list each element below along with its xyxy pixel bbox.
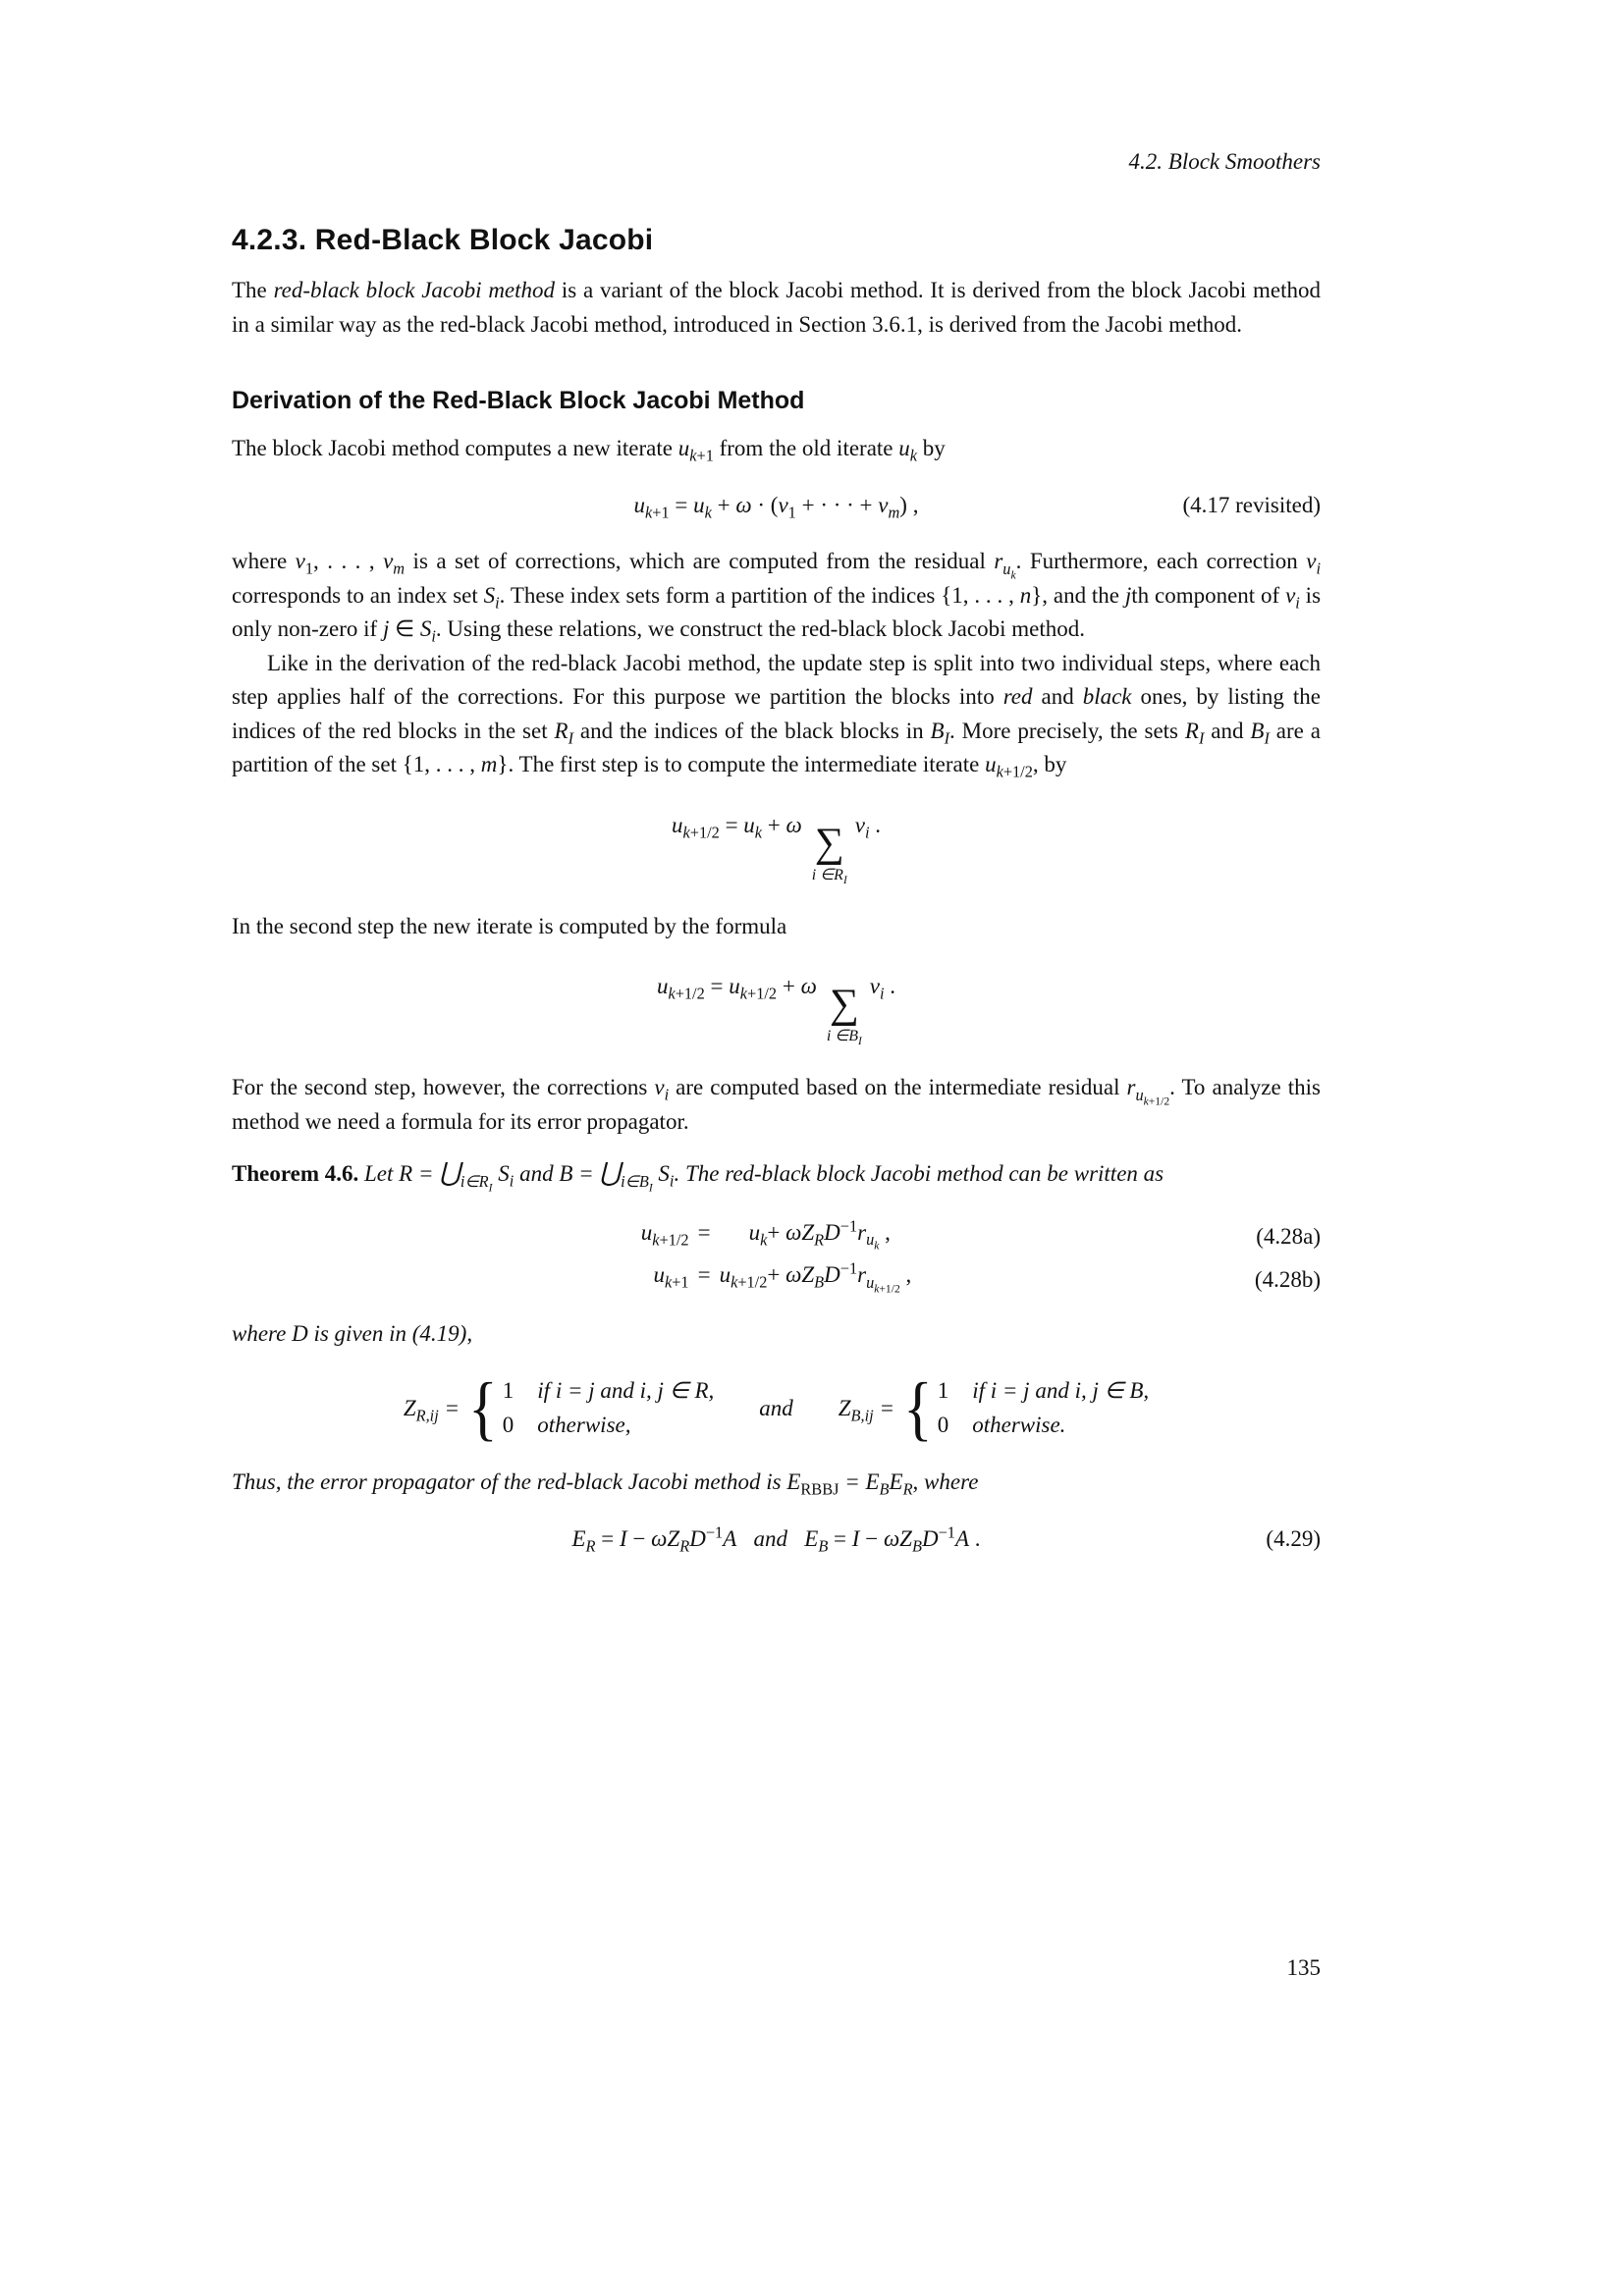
equation-4-28-grid xyxy=(641,1216,911,1293)
theorem-statement: Let $R = ⋃_{i\in R_I}$ $S_i$ and $B = ⋃_{i\in B_I}$ $S_i$. The red-black block Jacobi method can be written as xyxy=(364,1157,1164,1194)
paragraph-like-derivation: Like in the derivation of the red-black Jacobi method, the update step is split into two individual steps, where each step applies half of the corrections. For this purpose we partition the blocks into red and black ones, by listing the indices of the red blocks in the set $R_I$ and the indices of the black blocks in $B_I$. More precisely, the sets $R_I$ and $B_I$ are a partition of the set {1, . . . , m}. The first step is to compute the intermediate iterate $u_{k+1/2}$, by xyxy=(232,650,1321,781)
cases-connector: and xyxy=(759,1395,793,1420)
eq-428b-lhs: $u_{k+1}$ xyxy=(653,1262,689,1292)
theorem-label: Theorem 4.6. xyxy=(232,1161,359,1186)
case-condition: if i = j and i, j ∈ B, xyxy=(972,1378,1150,1403)
equation-4-17-body: $u_{k+1} = u_k + \omega \cdot (v_1$ + · · · + $v_m$) , xyxy=(633,492,919,522)
sigma-symbol: ∑ xyxy=(814,820,844,866)
eq-428a-lhs: $u_{k+1/2}$ xyxy=(640,1219,689,1250)
summation-subscript: i $\in R_I$ xyxy=(811,866,847,886)
paragraph-for-second-step: For the second step, however, the corrections $v_i$ are computed based on the intermediate residual $r_{u_{k+1/2}}$. To analyze this method we need a formula for its error propagator. xyxy=(232,1075,1321,1134)
summation-black xyxy=(826,982,862,1048)
case-condition: otherwise. xyxy=(972,1413,1066,1437)
sigma-symbol: ∑ xyxy=(829,982,859,1027)
cases-z-red xyxy=(403,1368,715,1448)
cases-z-red-grid xyxy=(503,1376,714,1440)
paragraph-second-step: In the second step the new iterate is computed by the formula xyxy=(232,913,787,938)
paragraph-intro: The red-black block Jacobi method is a variant of the block Jacobi method. It is derived from the block Jacobi method in a similar way as the red-black Jacobi method, introduced in Section 3.6.1, is derived from the Jacobi method. xyxy=(232,278,1321,337)
summation-subscript: i $\in B_I$ xyxy=(826,1028,862,1048)
page-number: 135 xyxy=(1286,1955,1321,1980)
equation-4-17 xyxy=(232,489,1321,523)
equation-first-step-lhs: $u_{k+1/2} = u_k + \omega$ xyxy=(671,812,802,842)
cases-z-black-lhs: $Z_{B,ij}$ = xyxy=(838,1395,894,1425)
eq-428a-equals: = xyxy=(697,1219,711,1245)
case-condition: otherwise, xyxy=(537,1413,631,1437)
equation-4-28b-tag: (4.28b) xyxy=(1254,1266,1321,1292)
running-header: 4.2. Block Smoothers xyxy=(1128,149,1321,174)
equation-first-step-term: $v_i$ . xyxy=(854,812,882,842)
eq-428b-rest: + $\omega Z_BD^{-1}r_{u_{k+1/2}}$ , xyxy=(767,1258,912,1295)
eq-428a-first: $u_k$ xyxy=(748,1219,768,1250)
paragraph-where-d: where D is given in (4.19), xyxy=(232,1320,473,1346)
subsection-heading: Derivation of the Red-Black Block Jacobi Method xyxy=(232,387,805,414)
left-brace: { xyxy=(468,1368,498,1448)
cases-z-black xyxy=(838,1368,1150,1448)
equation-second-step xyxy=(232,970,1321,1048)
case-condition: if i = j and i, j ∈ R, xyxy=(537,1378,715,1403)
summation-red xyxy=(811,820,847,886)
cases-z-black-grid xyxy=(938,1376,1149,1440)
case-value: 0 xyxy=(937,1413,949,1437)
equation-first-step-body xyxy=(671,812,882,886)
eq-428b-equals: = xyxy=(697,1262,711,1287)
eq-428a-rest: + $\omega Z_RD^{-1}r_{u_k}$ , xyxy=(767,1215,891,1253)
case-value: 1 xyxy=(502,1378,514,1403)
theorem-4-6 xyxy=(232,1155,1321,1192)
equation-4-17-tag: (4.17 revisited) xyxy=(1182,492,1321,517)
paragraph-thus-propagator: Thus, the error propagator of the red-black Jacobi method is $E_{RBBJ} = E_BE_R$, where xyxy=(232,1469,979,1499)
eq-428b-first: $u_{k+1/2}$ xyxy=(719,1262,768,1292)
section-heading: 4.2.3. Red-Black Block Jacobi xyxy=(232,224,654,256)
paragraph-iterate: The block Jacobi method computes a new iterate $u_{k+1}$ from the old iterate $u_k$ by xyxy=(232,436,946,465)
equation-second-step-body xyxy=(656,974,896,1048)
equation-second-step-lhs: $u_{k+1/2} = u_{k+1/2} + \omega$ xyxy=(656,974,817,1003)
cases-z-red-lhs: $Z_{R,ij}$ = xyxy=(403,1395,460,1425)
case-value: 0 xyxy=(502,1413,514,1437)
equation-4-29-body: $E_R = I - \omega Z_RD^{-1}A$ and $E_B = I - \omega Z_BD^{-1}A$ . xyxy=(571,1522,981,1556)
equation-cases xyxy=(232,1368,1321,1448)
equation-first-step xyxy=(232,809,1321,886)
equation-4-29-tag: (4.29) xyxy=(1266,1525,1321,1551)
left-brace: { xyxy=(902,1368,933,1448)
equation-second-step-term: $v_i$ . xyxy=(869,974,896,1003)
equation-4-28 xyxy=(232,1216,1321,1293)
paragraph-where-corrections: where $v_1$, . . . , $v_m$ is a set of corrections, which are computed from the residual $r_{u_k}$. Furthermore, each correction $v_i$ corresponds to an index set $S_i$. These index sets form a partition of the indices {1, . . . , n}, and the jth component of $v_i$ is only non-zero if j ∈ $S_i$. Using these relations, we construct the red-black block Jacobi method. xyxy=(232,549,1322,646)
equation-4-28a-tag: (4.28a) xyxy=(1256,1223,1321,1249)
case-value: 1 xyxy=(937,1378,949,1403)
equation-4-29 xyxy=(232,1522,1321,1557)
